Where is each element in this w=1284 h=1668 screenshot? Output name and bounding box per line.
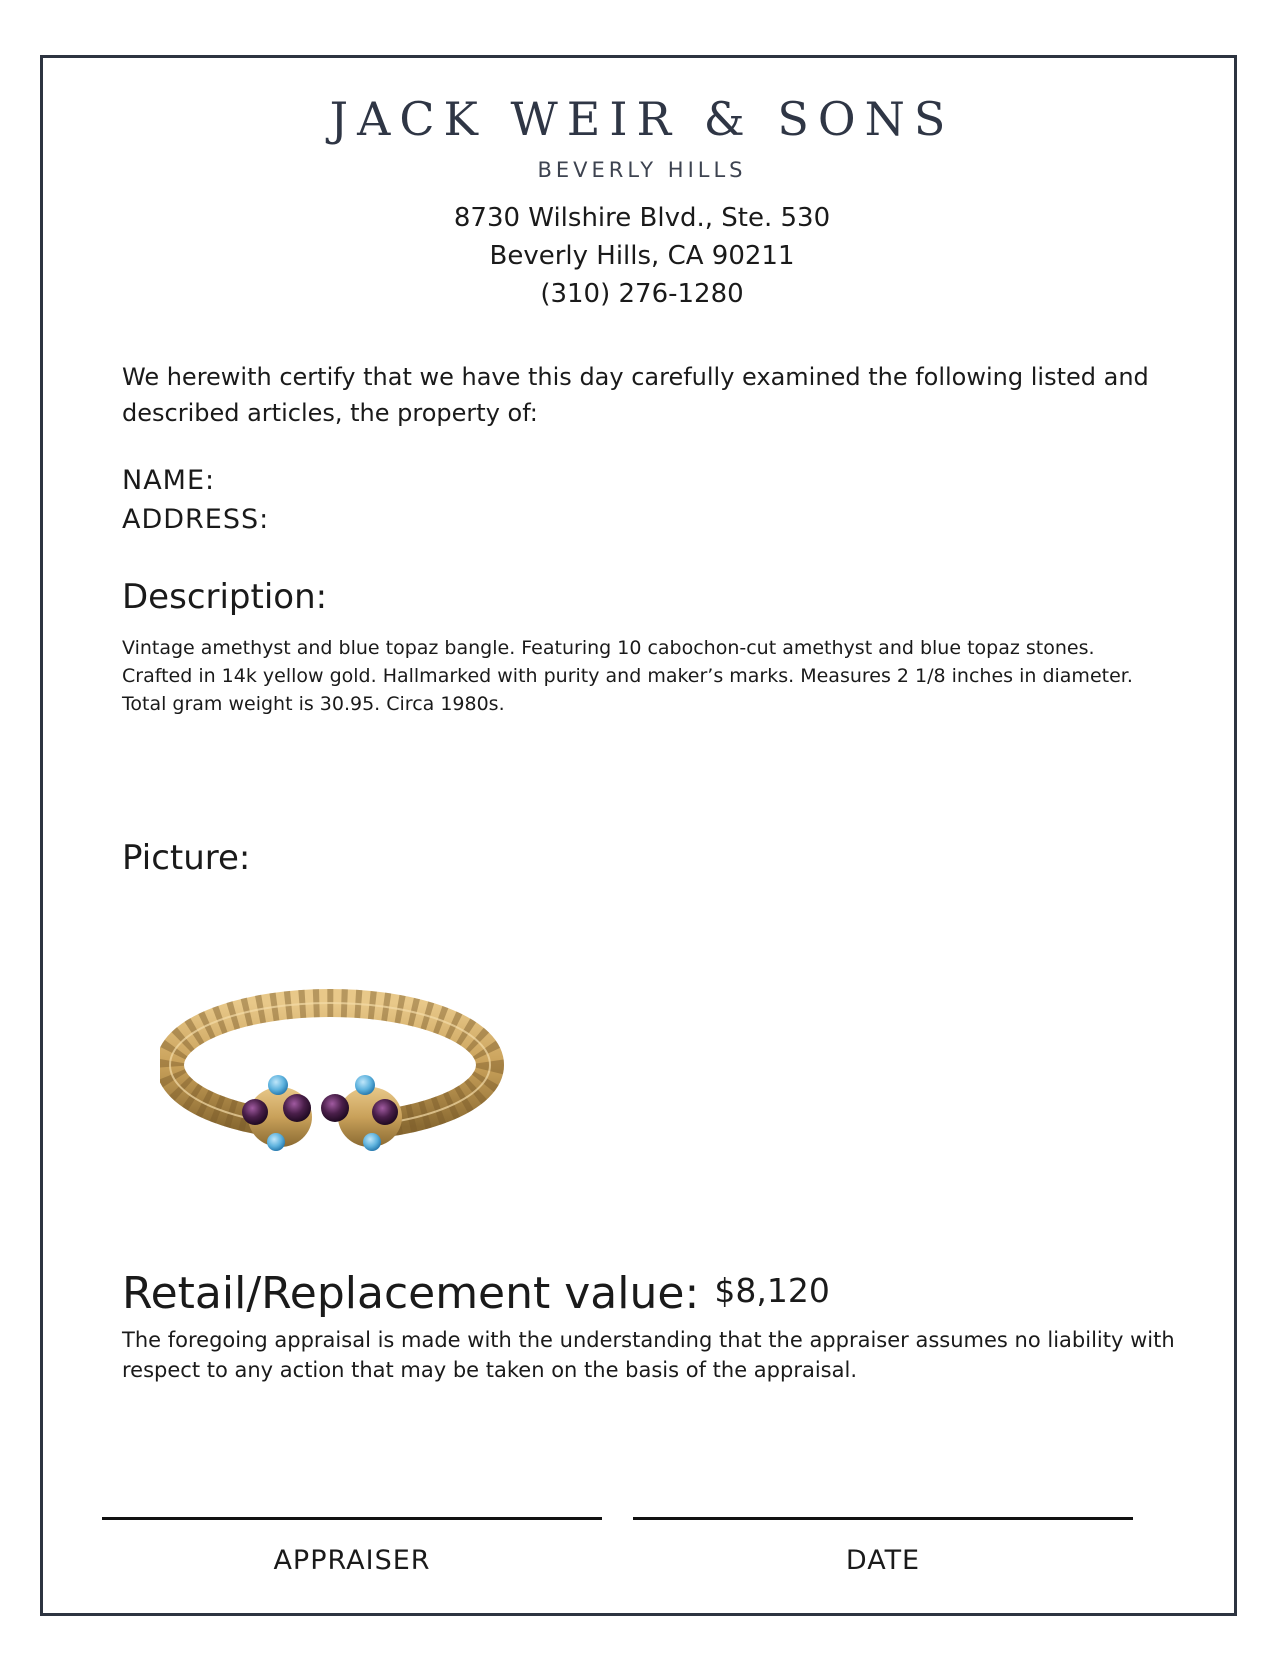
date-signature-line [633,1517,1133,1520]
description-text: Vintage amethyst and blue topaz bangle. Featuring 10 cabochon-cut amethyst and blue topaz stones. Crafted in 14k yellow gold. Hallmarked with purity and maker’s marks. Measures 2 1/8 inches in diameter. Total gram weight is 30.95. Circa 1980s. [122,637,1133,715]
address-label: ADDRESS: [122,504,270,535]
address-line-1: 8730 Wilshire Blvd., Ste. 530 [453,203,831,233]
company-logo-name: JACK WEIR & SONS [329,92,955,146]
certification-statement: We herewith certify that we have this day carefully examined the following listed and described articles, the property of: [122,363,1149,427]
address-line-2: Beverly Hills, CA 90211 [489,241,795,271]
company-address [0,199,1284,313]
appraiser-signature-line [102,1517,602,1520]
phone-number: (310) 276-1280 [540,279,744,309]
name-label: NAME: [122,465,216,496]
date-label: DATE [845,1545,921,1576]
appraisal-disclaimer: The foregoing appraisal is made with the understanding that the appraiser assumes no liability with respect to any action that may be taken on the basis of the appraisal. [122,1328,1175,1382]
picture-title: Picture: [122,838,251,878]
retail-value-row [122,1268,830,1319]
bangle-image [160,985,520,1185]
retail-value-amount: $8,120 [714,1271,830,1310]
retail-value-label: Retail/Replacement value: [122,1268,700,1319]
description-title: Description: [122,577,328,617]
company-location: BEVERLY HILLS [537,158,747,182]
appraiser-label: APPRAISER [273,1545,431,1576]
